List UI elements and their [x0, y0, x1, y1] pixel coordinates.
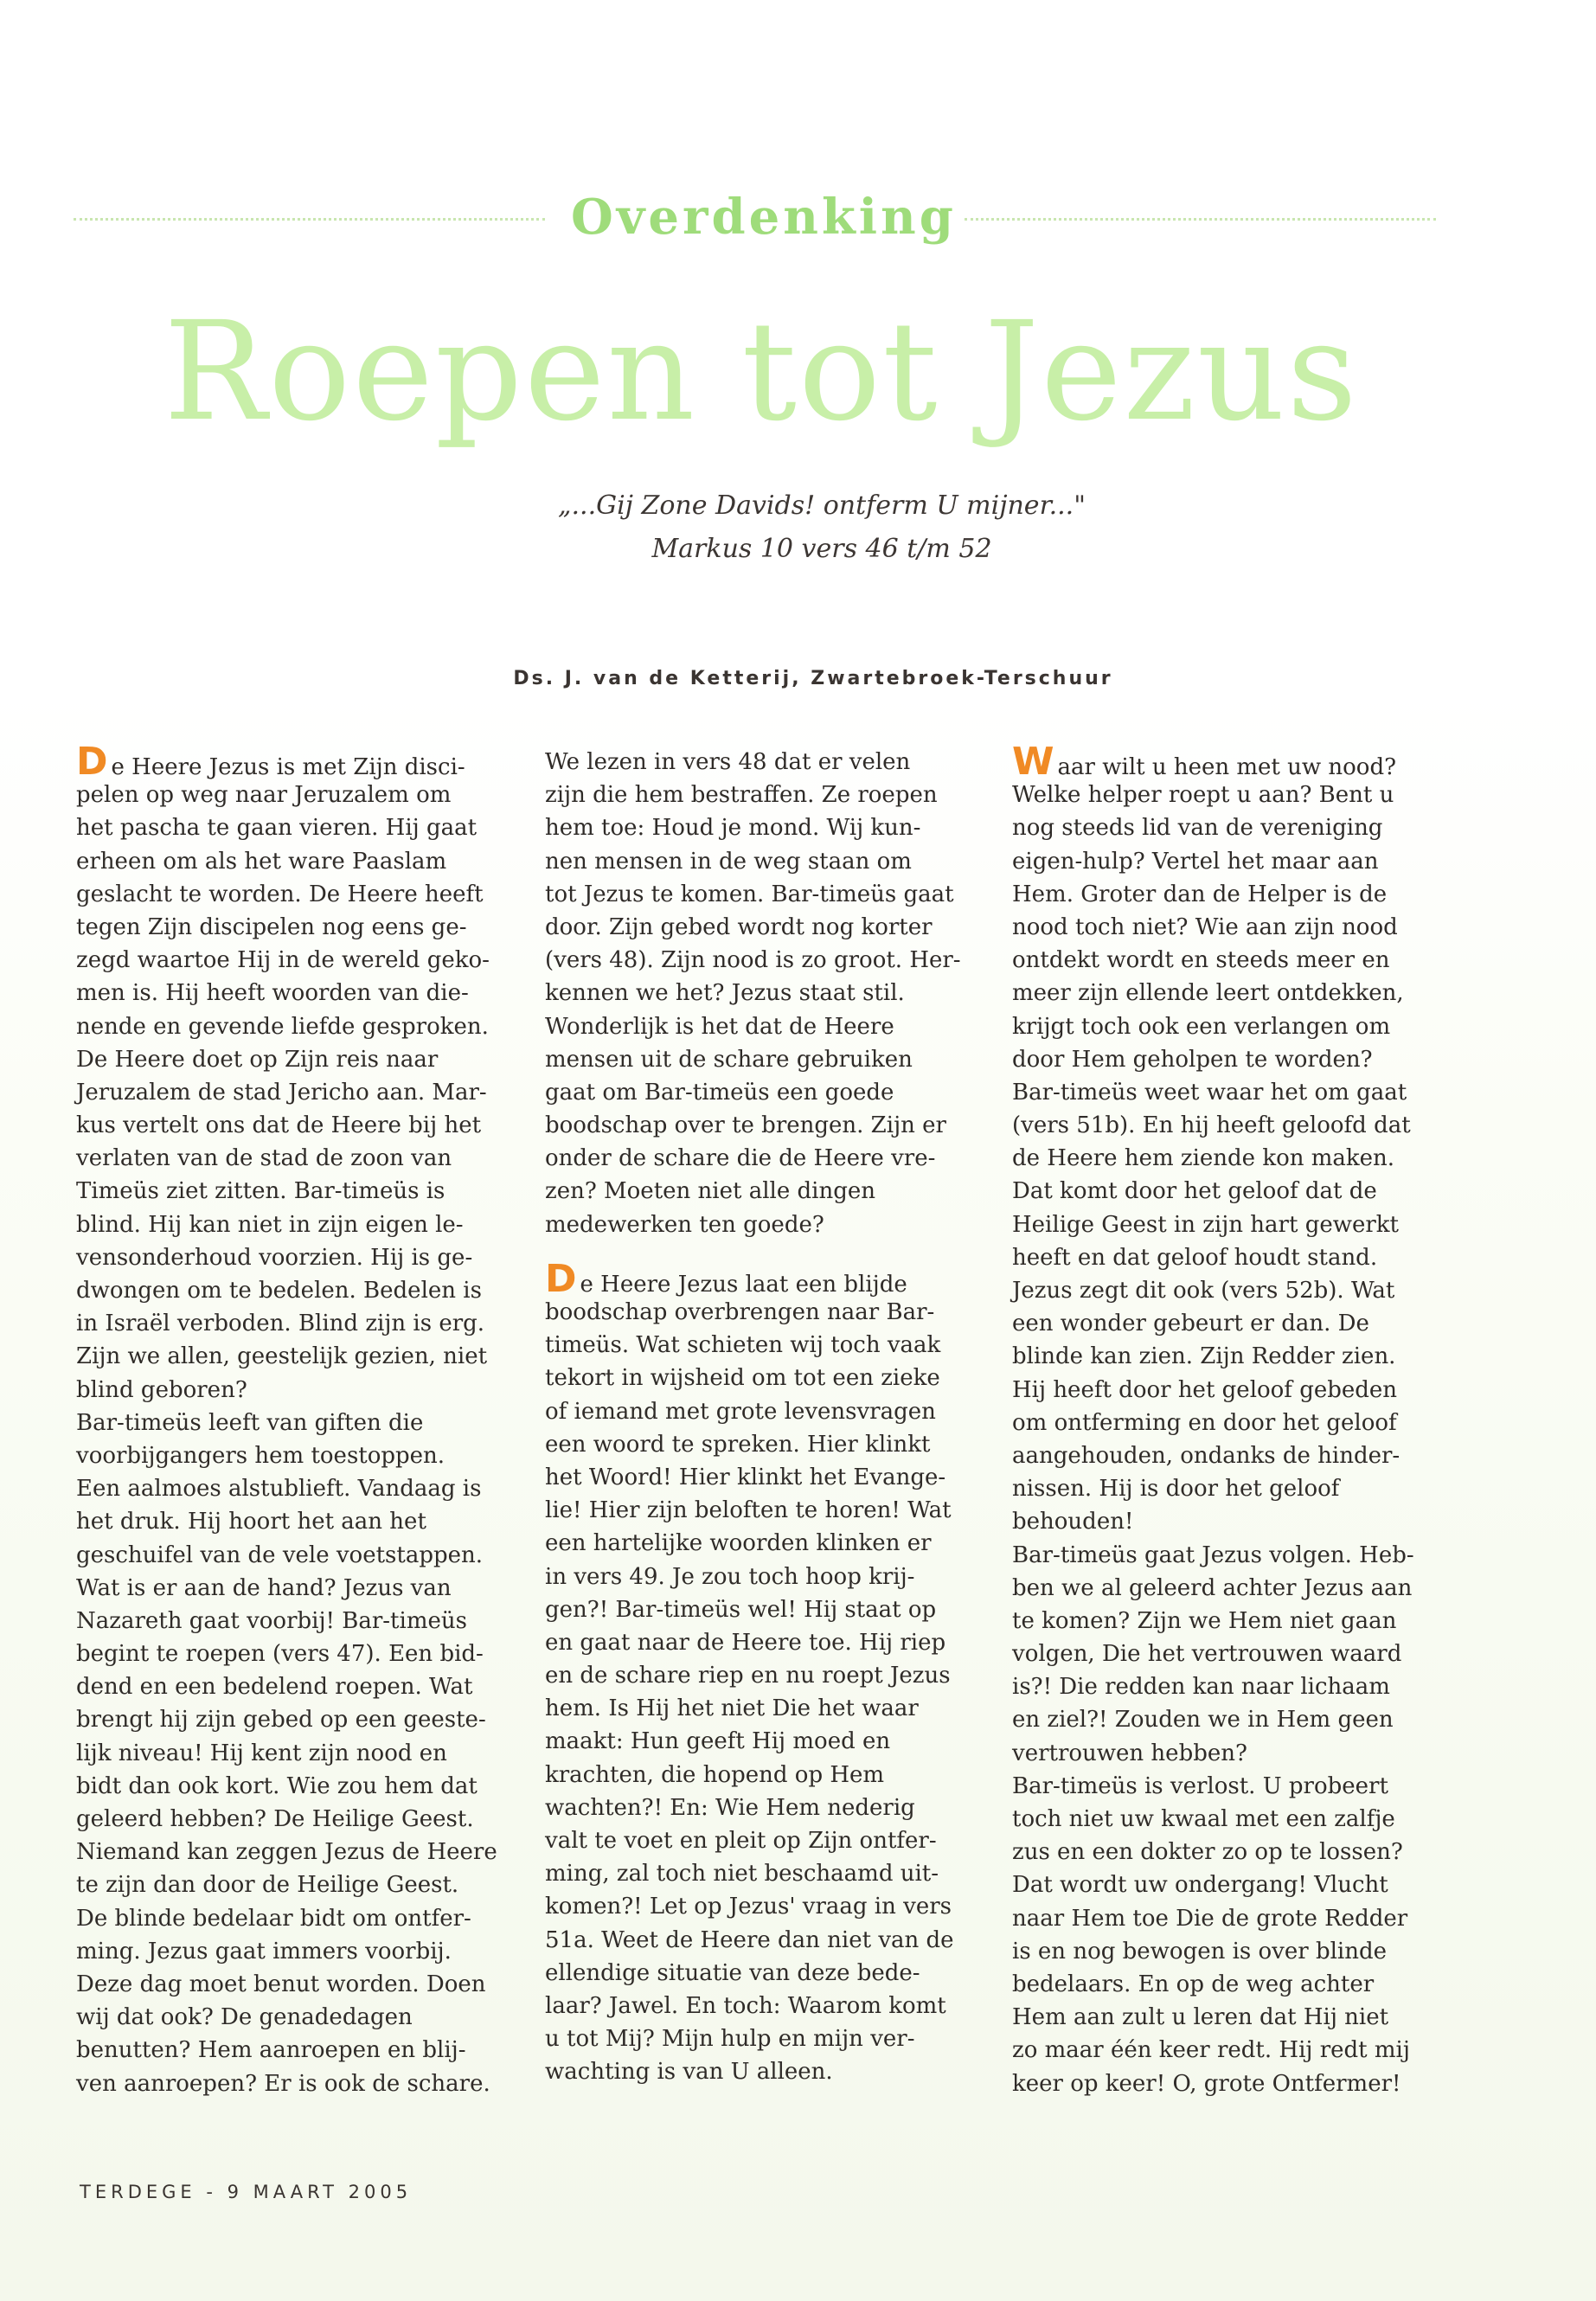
text-line [76, 2001, 535, 2034]
text-line [1012, 1109, 1471, 1142]
scripture-quote [433, 484, 1211, 571]
text-line-content: keer op keer! O, grote Ontfermer! [1012, 2070, 1401, 2097]
text-line [76, 1307, 535, 1340]
text-line-content: nen mensen in de weg staan om [545, 848, 912, 875]
text-line-content: Heilige Geest in zijn hart gewerkt [1012, 1211, 1400, 1238]
text-line-content: timeüs. Wat schieten wij toch vaak [545, 1332, 941, 1359]
text-line [545, 1256, 1003, 1301]
text-line [545, 1076, 1003, 1109]
text-line-content: wachting is van U alleen. [545, 2059, 833, 2086]
text-line-content: Bar-timeüs is verlost. U probeert [1012, 1772, 1388, 1799]
text-line [545, 878, 1003, 911]
text-line-content: Dat wordt uw ondergang! Vlucht [1012, 1872, 1388, 1899]
text-line-content: wachten?! En: Wie Hem nederig [545, 1794, 915, 1821]
text-line-content: in Israël verboden. Blind zijn is erg. [76, 1311, 485, 1337]
text-line-content: Een aalmoes alstublieft. Vandaag is [76, 1476, 482, 1503]
text-line-content: geleerd hebben? De Heilige Geest. [76, 1806, 474, 1832]
text-line-content: krachten, die hopend op Hem [545, 1761, 885, 1788]
text-line [76, 1737, 535, 1770]
text-line [545, 1924, 1003, 1957]
text-line-content: u tot Mij? Mijn hulp en mijn ver- [545, 2026, 915, 2053]
text-line-content: ming, zal toch niet beschaamd uit- [545, 1861, 939, 1888]
text-line-content: door. Zijn gebed wordt nog korter [545, 913, 933, 940]
text-line-content: ming. Jezus gaat immers voorbij. [76, 1938, 452, 1965]
text-line [545, 1362, 1003, 1394]
text-line [76, 1010, 535, 1043]
text-line [545, 1175, 1003, 1208]
text-line-content: Nazareth gaat voorbij! Bar-timeüs [76, 1607, 467, 1634]
text-line [76, 1703, 535, 1736]
text-line-content: toch niet uw kwaal met een zalfje [1012, 1806, 1395, 1832]
text-line [1012, 2001, 1471, 2034]
author-byline: Ds. J. van de Ketterij, Zwartebroek-Terschuur [513, 668, 1113, 689]
text-line-content: kennen we het? Jezus staat stil. [545, 980, 905, 1007]
text-line [1012, 1638, 1471, 1670]
text-column-2 [545, 746, 1003, 2089]
text-column-3 [1012, 740, 1471, 2100]
text-line [1012, 1539, 1471, 1572]
text-line [76, 977, 535, 1009]
text-line-content: blinde kan zien. Zijn Redder zien. [1012, 1343, 1396, 1370]
text-line [1012, 1836, 1471, 1868]
text-line [76, 1836, 535, 1868]
text-line [1012, 1241, 1471, 1274]
text-line [76, 1109, 535, 1142]
text-line [1012, 1572, 1471, 1605]
text-line-content: bedelaars. En op de weg achter [1012, 1971, 1375, 1997]
text-line [545, 1957, 1003, 1990]
text-line [76, 1208, 535, 1241]
text-line-content: vertrouwen hebben? [1012, 1740, 1247, 1766]
text-line-content: blind geboren? [76, 1376, 247, 1403]
text-line-content: aar wilt u heen met uw nood? [1057, 754, 1397, 780]
text-line-content: blind. Hij kan niet in zijn eigen le- [76, 1211, 464, 1238]
text-line-content: te zijn dan door de Heilige Geest. [76, 1872, 459, 1899]
text-line [545, 1494, 1003, 1527]
text-line-content: heeft en dat geloof houdt stand. [1012, 1244, 1378, 1271]
quote-text: „...Gij Zone Davids! ontferm U mijner..." [557, 490, 1086, 521]
text-line-content: ben we al geleerd achter Jezus aan [1012, 1574, 1413, 1601]
text-line [76, 1868, 535, 1901]
text-line-content: volgen, Die het vertrouwen waard [1012, 1641, 1402, 1668]
text-line [1012, 1307, 1471, 1340]
text-line-content: e Heere Jezus laat een blijde [580, 1271, 907, 1298]
text-line [76, 1902, 535, 1935]
section-kicker: Overdenking [571, 189, 957, 246]
text-line [545, 1593, 1003, 1626]
text-line [1012, 2034, 1471, 2067]
text-line [1012, 1505, 1471, 1538]
text-line [76, 1472, 535, 1505]
text-line [545, 1561, 1003, 1593]
text-line-content: Jezus zegt dit ook (vers 52b). Wat [1012, 1278, 1395, 1304]
text-line-content: hem. Is Hij het niet Die het waar [545, 1695, 919, 1722]
text-line-content: Jeruzalem de stad Jericho aan. Mar- [76, 1079, 487, 1106]
text-line [76, 1968, 535, 2001]
text-line-content: gaat om Bar-timeüs een goede [545, 1079, 894, 1106]
text-line-content: pelen op weg naar Jeruzalem om [76, 782, 452, 809]
text-line [545, 2022, 1003, 2055]
text-line [545, 845, 1003, 878]
text-line [545, 1329, 1003, 1362]
text-line-content: Bar-timeüs leeft van giften die [76, 1409, 424, 1436]
text-line [76, 1076, 535, 1109]
text-line-content: lie! Hier zijn beloften te horen! Wat [545, 1497, 952, 1524]
text-line [1012, 1374, 1471, 1407]
text-line-content: valt te voet en pleit op Zijn ontfer- [545, 1828, 937, 1854]
text-line [76, 1142, 535, 1175]
text-line-content: Bar-timeüs gaat Jezus volgen. Heb- [1012, 1541, 1414, 1568]
text-line-content: en ziel?! Zouden we in Hem geen [1012, 1707, 1394, 1734]
text-line [76, 1340, 535, 1373]
text-line-content: een wonder gebeurt er dan. De [1012, 1311, 1369, 1337]
kicker-rule-right [965, 218, 1436, 221]
text-line [76, 1572, 535, 1605]
text-line-content: erheen om als het ware Paaslam [76, 848, 447, 875]
text-line-content: kus vertelt ons dat de Heere bij het [76, 1112, 482, 1139]
text-line-content: het Woord! Hier klinkt het Evange- [545, 1464, 946, 1490]
text-line [1012, 977, 1471, 1009]
text-line-content: Welke helper roept u aan? Bent u [1012, 782, 1394, 809]
text-line-content: of iemand met grote levensvragen [545, 1398, 936, 1425]
text-line-content: Hem. Groter dan de Helper is de [1012, 881, 1388, 907]
text-line [1012, 1407, 1471, 1439]
text-line-content: Hij heeft door het geloof gebeden [1012, 1376, 1398, 1403]
text-line-content: gen?! Bar-timeüs wel! Hij staat op [545, 1596, 937, 1623]
text-line-content: in vers 49. Je zou toch hoop krij- [545, 1563, 915, 1590]
text-column-1 [76, 740, 535, 2100]
text-line-content: nende en gevende liefde gesproken. [76, 1013, 489, 1040]
text-line [1012, 1439, 1471, 1472]
text-line [1012, 845, 1471, 878]
text-line-content: tot Jezus te komen. Bar-timeüs gaat [545, 881, 954, 907]
text-line-content: benutten? Hem aanroepen en blij- [76, 2037, 466, 2064]
text-line [1012, 1605, 1471, 1638]
text-line [545, 1428, 1003, 1461]
text-line-content: De blinde bedelaar bidt om ontfer- [76, 1905, 471, 1932]
text-line-content: (vers 51b). En hij heeft geloofd dat [1012, 1112, 1411, 1139]
text-line [76, 1175, 535, 1208]
text-line-content: nood toch niet? Wie aan zijn nood [1012, 913, 1398, 940]
text-line [1012, 1770, 1471, 1803]
text-line [1012, 1902, 1471, 1935]
text-line [1012, 911, 1471, 944]
text-line-content: ellendige situatie van deze bede- [545, 1959, 920, 1986]
text-line [76, 944, 535, 977]
text-line-content: onder de schare die de Heere vre- [545, 1145, 936, 1172]
text-line-content: door Hem geholpen te worden? [1012, 1046, 1373, 1073]
text-line-content: geschuifel van de vele voetstappen. [76, 1541, 484, 1568]
text-line [545, 1010, 1003, 1043]
text-line-content: wij dat ook? De genadedagen [76, 2004, 413, 2031]
text-line [545, 1659, 1003, 1692]
text-line-content: en gaat naar de Heere toe. Hij riep [545, 1629, 946, 1656]
text-line-content: aangehouden, ondanks de hinder- [1012, 1442, 1401, 1469]
text-line-content: nog steeds lid van de vereniging [1012, 815, 1383, 842]
text-line [1012, 1340, 1471, 1373]
text-line [1012, 878, 1471, 911]
text-line-content: krijgt toch ook een verlangen om [1012, 1013, 1391, 1040]
text-line-content: is?! Die redden kan naar lichaam [1012, 1674, 1390, 1701]
text-line [545, 1759, 1003, 1791]
text-line-content: boodschap overbrengen naar Bar- [545, 1299, 935, 1325]
text-line [1012, 1208, 1471, 1241]
text-line-content: Zijn we allen, geestelijk gezien, niet [76, 1343, 488, 1370]
text-line-content: We lezen in vers 48 dat er velen [545, 749, 911, 775]
text-line-content: komen?! Let op Jezus' vraag in vers [545, 1894, 952, 1920]
text-line [545, 2055, 1003, 2088]
text-line [545, 911, 1003, 944]
text-line-content: Niemand kan zeggen Jezus de Heere [76, 1839, 497, 1866]
text-line-content: de Heere hem ziende kon maken. [1012, 1145, 1395, 1172]
text-line-content: en de schare riep en nu roept Jezus [545, 1663, 951, 1689]
text-line [76, 1043, 535, 1076]
text-line-content: naar Hem toe Die de grote Redder [1012, 1905, 1408, 1932]
text-line-content: begint te roepen (vers 47). Een bid- [76, 1641, 484, 1668]
text-line [1012, 1142, 1471, 1175]
drop-cap: W [1012, 740, 1054, 784]
text-line [76, 1670, 535, 1703]
article-title: Roepen tot Jezus [163, 292, 1359, 452]
text-line-content: De Heere doet op Zijn reis naar [76, 1046, 439, 1073]
text-line [1012, 1043, 1471, 1076]
text-line [76, 878, 535, 911]
text-line-content: boodschap over te brengen. Zijn er [545, 1112, 946, 1139]
text-line-content: Hem aan zult u leren dat Hij niet [1012, 2004, 1389, 2031]
text-line-content: Deze dag moet benut worden. Doen [76, 1971, 486, 1997]
text-line-content: een hartelijke woorden klinken er [545, 1530, 932, 1557]
text-line-content: hem toe: Houd je mond. Wij kun- [545, 815, 921, 842]
text-line [76, 1505, 535, 1538]
text-line-content: vensonderhoud voorzien. Hij is ge- [76, 1244, 473, 1271]
text-line-content: geslacht te worden. De Heere heeft [76, 881, 484, 907]
text-line [1012, 1472, 1471, 1505]
text-line [1012, 1803, 1471, 1836]
text-line-content: Bar-timeüs weet waar het om gaat [1012, 1079, 1407, 1106]
text-line [1012, 811, 1471, 844]
text-line-content: laar? Jawel. En toch: Waarom komt [545, 1992, 946, 2019]
text-line-content: voorbijgangers hem toestoppen. [76, 1442, 445, 1469]
text-line [76, 2034, 535, 2067]
text-line-content: men is. Hij heeft woorden van die- [76, 980, 469, 1007]
text-line [76, 1605, 535, 1638]
text-line [1012, 779, 1471, 811]
text-line-content: is en nog bewogen is over blinde [1012, 1938, 1387, 1965]
text-line-content: eigen-hulp? Vertel het maar aan [1012, 848, 1379, 875]
body-paragraph [545, 746, 1003, 1241]
text-line [545, 1990, 1003, 2022]
text-line [76, 811, 535, 844]
text-line [76, 845, 535, 878]
text-line [76, 1770, 535, 1803]
text-line [1012, 1868, 1471, 1901]
text-line [76, 740, 535, 784]
text-line [545, 1725, 1003, 1758]
text-line-content: dend en een bedelend roepen. Wat [76, 1674, 473, 1701]
text-line-content: ven aanroepen? Er is ook de schare. [76, 2070, 490, 2097]
text-line [545, 1208, 1003, 1241]
text-line [545, 1824, 1003, 1857]
kicker-rule-left [74, 218, 545, 221]
text-line [76, 911, 535, 944]
text-line [1012, 944, 1471, 977]
body-paragraph [76, 740, 535, 2100]
text-line [1012, 1076, 1471, 1109]
paragraph-gap [545, 1241, 1003, 1263]
text-line [1012, 1935, 1471, 1968]
text-line [76, 1638, 535, 1670]
kicker-row [74, 189, 1436, 249]
text-line [545, 977, 1003, 1009]
text-line [1012, 1968, 1471, 2001]
body-paragraph [545, 1256, 1003, 2089]
text-line [1012, 1703, 1471, 1736]
text-line-content: maakt: Hun geeft Hij moed en [545, 1728, 891, 1755]
text-line [1012, 1670, 1471, 1703]
text-line [545, 1692, 1003, 1725]
text-line [545, 1296, 1003, 1329]
text-line-content: Wonderlijk is het dat de Heere [545, 1013, 894, 1040]
text-line [545, 944, 1003, 977]
text-line [545, 1395, 1003, 1428]
text-line [545, 1890, 1003, 1923]
text-line [1012, 2067, 1471, 2100]
drop-cap: D [76, 740, 108, 784]
text-line [545, 1043, 1003, 1076]
text-line-content: het pascha te gaan vieren. Hij gaat [76, 815, 478, 842]
text-line [1012, 1737, 1471, 1770]
text-line-content: zus en een dokter zo op te lossen? [1012, 1839, 1403, 1866]
text-line [1012, 1010, 1471, 1043]
body-paragraph [1012, 740, 1471, 2100]
text-line [76, 1539, 535, 1572]
page-footer: TERDEGE - 9 MAART 2005 [80, 2182, 413, 2202]
text-line [545, 1461, 1003, 1494]
text-line-content: Wat is er aan de hand? Jezus van [76, 1574, 452, 1601]
text-line-content: (vers 48). Zijn nood is zo groot. Her- [545, 947, 961, 974]
text-line [1012, 1175, 1471, 1208]
text-line-content: zo maar één keer redt. Hij redt mij [1012, 2037, 1410, 2064]
text-line-content: zegd waartoe Hij in de wereld geko- [76, 947, 490, 974]
text-line-content: om ontferming en door het geloof [1012, 1409, 1397, 1436]
text-line [545, 1527, 1003, 1560]
text-line-content: tegen Zijn discipelen nog eens ge- [76, 913, 467, 940]
text-line [545, 811, 1003, 844]
text-line-content: het druk. Hij hoort het aan het [76, 1509, 426, 1535]
text-line [76, 2067, 535, 2100]
quote-reference: Markus 10 vers 46 t/m 52 [651, 534, 992, 564]
text-line-content: Dat komt door het geloof dat de [1012, 1178, 1377, 1205]
text-line [545, 746, 1003, 779]
text-line-content: meer zijn ellende leert ontdekken, [1012, 980, 1404, 1007]
text-line [545, 1791, 1003, 1824]
text-line [1012, 740, 1471, 784]
text-line [76, 1935, 535, 1968]
text-line [545, 1142, 1003, 1175]
text-line-content: zen? Moeten niet alle dingen [545, 1178, 875, 1205]
text-line-content: lijk niveau! Hij kent zijn nood en [76, 1740, 447, 1766]
text-line-content: dwongen om te bedelen. Bedelen is [76, 1278, 482, 1304]
text-line [545, 1626, 1003, 1659]
text-line-content: tekort in wijsheid om tot een zieke [545, 1365, 940, 1392]
text-line [76, 1274, 535, 1307]
text-line [545, 1109, 1003, 1142]
text-line-content: 51a. Weet de Heere dan niet van de [545, 1926, 954, 1953]
text-line-content: bidt dan ook kort. Wie zou hem dat [76, 1772, 478, 1799]
text-line [545, 1857, 1003, 1890]
text-line-content: ontdekt wordt en steeds meer en [1012, 947, 1390, 974]
text-line [1012, 1274, 1471, 1307]
text-line [76, 1241, 535, 1274]
text-line-content: behouden! [1012, 1509, 1134, 1535]
text-line-content: brengt hij zijn gebed op een geeste- [76, 1707, 486, 1734]
text-line-content: Timeüs ziet zitten. Bar-timeüs is [76, 1178, 445, 1205]
text-line [76, 779, 535, 811]
text-line [76, 1439, 535, 1472]
text-line [76, 1803, 535, 1836]
drop-cap: D [545, 1256, 577, 1301]
text-line-content: medewerken ten goede? [545, 1211, 824, 1238]
text-line-content: e Heere Jezus is met Zijn disci- [111, 754, 465, 780]
text-line [545, 779, 1003, 811]
text-line-content: zijn die hem bestraffen. Ze roepen [545, 782, 938, 809]
text-line-content: mensen uit de schare gebruiken [545, 1046, 913, 1073]
text-line-content: te komen? Zijn we Hem niet gaan [1012, 1607, 1397, 1634]
text-line [76, 1374, 535, 1407]
text-line-content: nissen. Hij is door het geloof [1012, 1476, 1340, 1503]
text-line [76, 1407, 535, 1439]
text-line-content: verlaten van de stad de zoon van [76, 1145, 452, 1172]
text-line-content: een woord te spreken. Hier klinkt [545, 1431, 931, 1458]
